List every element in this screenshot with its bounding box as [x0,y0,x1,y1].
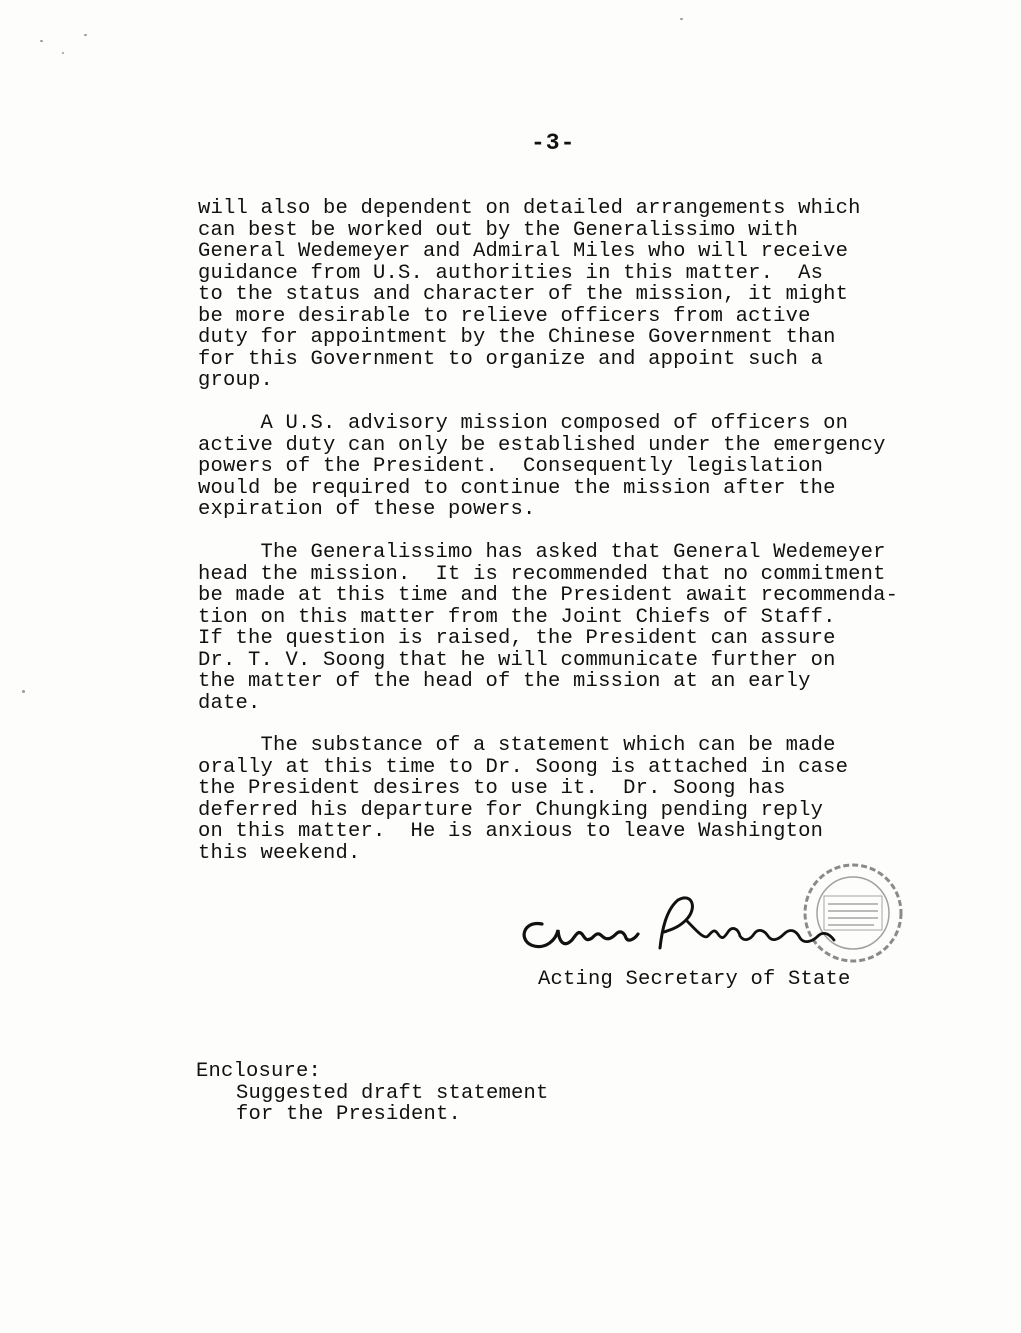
enclosure-block [196,1061,549,1126]
paper-speck [40,40,43,42]
paper-speck [680,18,683,20]
body-text-line: A U.S. advisory mission composed of officers on [198,412,849,435]
body-text-line: expiration of these powers. [198,498,536,521]
body-text-line: General Wedemeyer and Admiral Miles who will receive [198,240,849,263]
paper-speck [22,690,25,693]
body-text-line: be made at this time and the President await recommenda- [198,584,899,607]
body-text-line: If the question is raised, the President can assure [198,627,836,650]
body-text-line: tion on this matter from the Joint Chiefs of Staff. [198,605,836,629]
handwritten-signature [512,890,852,965]
body-text-line: Dr. T. V. Soong that he will communicate further on [198,648,836,672]
body-text-line: active duty can only be established under the emergency [198,433,886,457]
enclosure-heading: Enclosure: [196,1060,322,1083]
body-text-line: be more desirable to relieve officers from active [198,304,811,328]
body-text-line: powers of the President. Consequently legislation [198,455,824,478]
body-text-line: duty for appointment by the Chinese Government than [198,326,836,349]
body-text-line: The Generalissimo has asked that General Wedemeyer [198,541,886,564]
body-text-line: The substance of a statement which can be made [198,734,836,757]
body-text-line: to the status and character of the mission, it might [198,283,849,306]
body-text-line: would be required to continue the mission after the [198,476,836,500]
body-text-line: date. [198,691,261,715]
page-number: -3- [531,130,576,156]
body-text-line: group. [198,369,274,392]
body-text-line: head the mission. It is recommended that no commitment [198,562,886,586]
paper-speck [84,34,87,36]
enclosure-line: Suggested draft statement [236,1081,549,1105]
body-text-line: will also be dependent on detailed arrangements which [198,197,861,220]
body-text-line: for this Government to organize and appoint such a [198,347,824,371]
signature-title: Acting Secretary of State [538,968,851,991]
body-text-line: guidance from U.S. authorities in this matter. As [198,261,824,285]
body-text-line: the President desires to use it. Dr. Soong has [198,777,786,800]
body-text-line: can best be worked out by the Generalissimo with [198,218,799,242]
paper-speck [62,52,64,54]
enclosure-line: for the President. [236,1103,462,1126]
body-text-line: the matter of the head of the mission at an early [198,670,811,693]
body-text-line: on this matter. He is anxious to leave Washington [198,820,824,843]
body-text-line: orally at this time to Dr. Soong is attached in case [198,755,849,779]
body-text-line: deferred his departure for Chungking pending reply [198,798,824,822]
body-text-line: this weekend. [198,841,361,865]
